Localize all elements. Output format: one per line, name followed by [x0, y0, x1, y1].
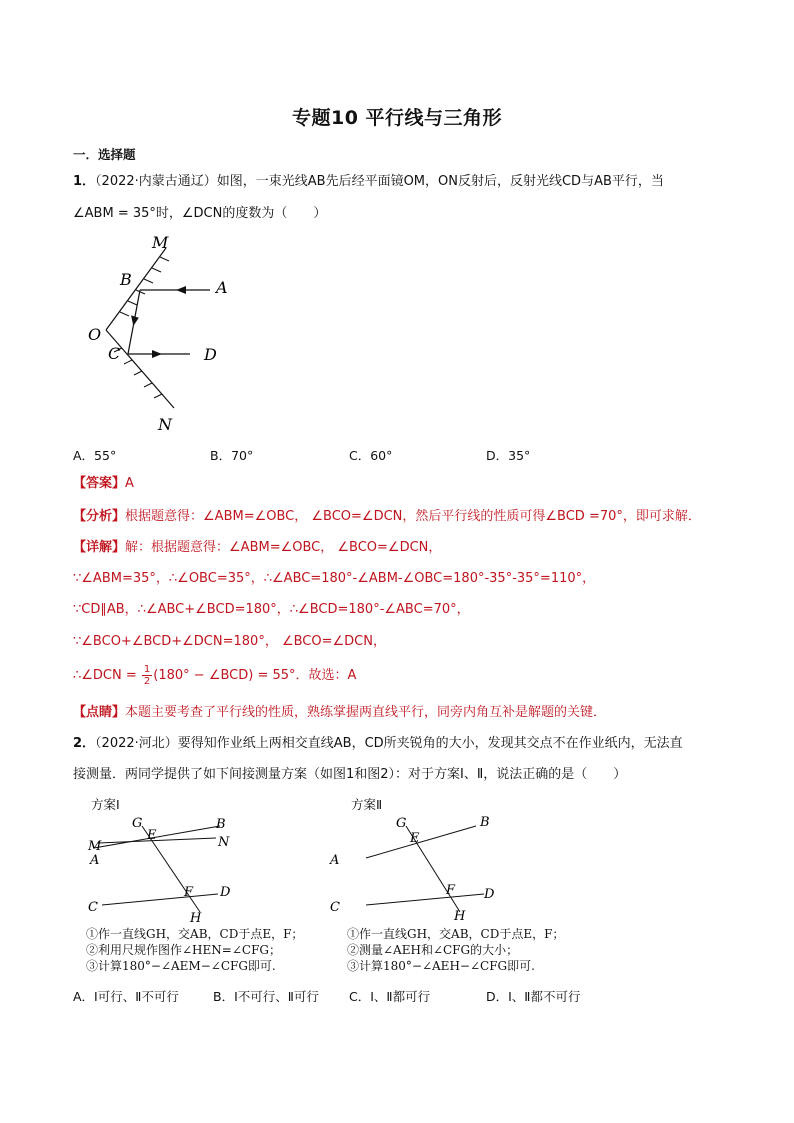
q1-option-b[interactable]: B．70° [210, 448, 254, 463]
answer-tag: 【答案】 [73, 476, 126, 491]
s1-label-g: G [132, 816, 143, 831]
scheme2-step2: ②测量∠AEH和∠CFG的大小； [347, 943, 519, 957]
s1-label-d: D [220, 885, 231, 900]
mirror-on [106, 330, 174, 408]
q1-detail-line1 [73, 538, 441, 558]
scheme1-figure [80, 812, 260, 924]
label-b: B [120, 270, 132, 289]
scheme2-steps [347, 926, 564, 974]
q1-figure [80, 230, 260, 436]
q2-stem-text1: 要得知作业纸上两相交直线AB，CD所夹锐角的大小，发现其交点不在作业纸内，无法直 [177, 736, 683, 751]
s2-label-g: G [396, 816, 407, 831]
q2-stem-line2: 接测量．两同学提供了如下间接测量方案（如图1和图2）：对于方案Ⅰ、Ⅱ，说法正确的是（ ） [73, 767, 627, 782]
line-mn-1 [98, 838, 216, 843]
s2-label-h: H [454, 909, 466, 924]
scheme1-step1: ①作一直线GH，交AB，CD于点E，F； [86, 927, 304, 941]
q1-stem-text1: 如图，一束光线AB先后经平面镜OM，ON反射后，反射光线CD与AB平行，当 [216, 174, 664, 189]
q1-answer [73, 474, 134, 494]
q1-comment [73, 703, 606, 723]
s1-label-m: M [88, 839, 102, 854]
analysis-text: 根据题意得：∠ABM=∠OBC， ∠BCO=∠DCN，然后平行线的性质可得∠BCD =70°，即可求解． [125, 509, 701, 524]
q1-option-d[interactable]: D．35° [486, 448, 531, 463]
label-o: O [88, 325, 102, 344]
s1-label-n: N [218, 835, 230, 850]
q1-detail-line3: ∵CD∥AB，∴∠ABC+∠BCD=180°，∴∠BCD=180°-∠ABC=70°， [73, 602, 470, 617]
q1-stem-line1 [73, 172, 664, 192]
scheme2-title: 方案Ⅱ [351, 797, 383, 812]
q2-stem-line1 [73, 734, 683, 754]
q2-option-c[interactable]: C．Ⅰ、Ⅱ都可行 [349, 989, 431, 1004]
scheme2-step3: ③计算180°−∠AEH−∠CFG即可. [347, 959, 535, 973]
q2-option-b[interactable]: B．Ⅰ不可行、Ⅱ可行 [213, 989, 319, 1004]
s1-label-e: E [147, 828, 157, 843]
final-prefix: ∴∠DCN = [73, 668, 137, 683]
line-ab-2 [366, 826, 476, 858]
section-heading: 一．选择题 [73, 147, 136, 162]
arrow-ab [176, 286, 186, 294]
q1-detail-line2: ∵∠ABM=35°，∴∠OBC=35°，∴∠ABC=180°-∠ABM-∠OBC=180°-35°-35°=110°， [73, 571, 596, 586]
scheme2-step1: ①作一直线GH，交AB，CD于点E，F； [347, 927, 565, 941]
s1-label-h: H [190, 911, 202, 924]
s1-label-b: B [216, 817, 226, 832]
arrow-cd [152, 350, 162, 358]
page-title: 专题10 平行线与三角形 [291, 107, 503, 129]
detail-text1: 解：根据题意得：∠ABM=∠OBC， ∠BCO=∠DCN， [125, 540, 442, 555]
s2-label-c: C [330, 900, 340, 915]
scheme1-steps [86, 926, 303, 974]
q1-analysis [73, 507, 701, 527]
s1-label-f: F [184, 885, 194, 900]
s2-label-e: E [410, 831, 420, 846]
comment-text: 本题主要考查了平行线的性质，熟练掌握两直线平行，同旁内角互补是解题的关键． [125, 705, 607, 720]
label-a: A [216, 278, 228, 297]
label-n: N [158, 415, 172, 434]
label-c: C [108, 344, 121, 363]
q1-option-a[interactable]: A．55° [73, 448, 117, 463]
label-d: D [204, 345, 217, 364]
q2-source: （2022·河北） [95, 736, 178, 751]
final-suffix: (180° − ∠BCD) = 55°．故选： [153, 668, 348, 683]
q2-option-d[interactable]: D．Ⅰ、Ⅱ都不可行 [486, 989, 581, 1004]
s2-label-f: F [446, 883, 456, 898]
s1-label-a: A [90, 853, 100, 868]
answer-value: A [125, 476, 134, 491]
scheme1-step2: ②利用尺规作图作∠HEN=∠CFG； [86, 943, 281, 957]
q1-option-c[interactable]: C．60° [349, 448, 393, 463]
scheme1-step3: ③计算180°−∠AEM−∠CFG即可. [86, 959, 276, 973]
q2-number: 2． [73, 736, 96, 751]
scheme2-figure [326, 812, 516, 924]
scheme1-title: 方案Ⅰ [91, 797, 120, 812]
s2-label-d: D [484, 887, 495, 902]
q1-number: 1． [73, 174, 96, 189]
q1-source: （2022·内蒙古通辽） [95, 174, 217, 189]
line-cd-1 [102, 894, 218, 905]
comment-tag: 【点睛】 [73, 705, 126, 720]
q1-detail-final [73, 662, 356, 690]
label-m: M [152, 233, 169, 252]
q2-option-a[interactable]: A．Ⅰ可行、Ⅱ不可行 [73, 989, 179, 1004]
s2-label-b: B [480, 815, 490, 830]
s2-label-a: A [330, 853, 340, 868]
s1-label-c: C [88, 900, 98, 915]
q1-detail-line4: ∵∠BCO+∠BCD+∠DCN=180°， ∠BCO=∠DCN， [73, 634, 386, 649]
final-answer: A [347, 668, 357, 683]
analysis-tag: 【分析】 [73, 509, 126, 524]
q1-stem-line2: ∠ABM = 35°时，∠DCN的度数为（ ） [73, 206, 327, 221]
line-cd-2 [366, 894, 484, 905]
line-ab-1 [94, 826, 220, 848]
arrow-bc [129, 315, 139, 326]
detail-tag: 【详解】 [73, 540, 126, 555]
fraction-half: $\frac{1}{2}$ [143, 664, 151, 687]
